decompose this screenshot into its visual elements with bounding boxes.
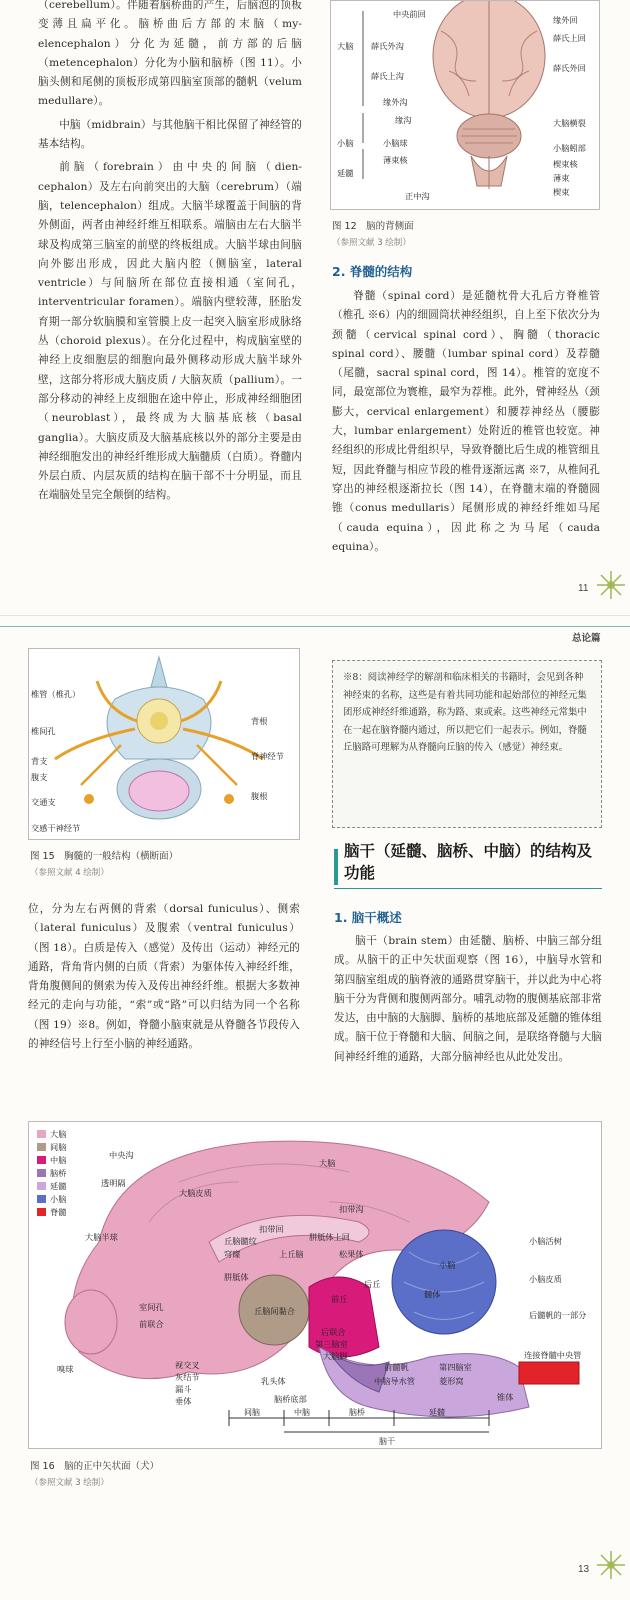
- paragraph-spinal-cord: 脊髓（spinal cord）是延髓枕骨大孔后方脊椎管（椎孔 ※6）内的细圆筒状神经组织，自上至下依次分为颈髓（cervical spinal cord）、胸髓（thoracic spinal cord）、腰髓（lumbar spinal cord）及荐髓（尾髓，sacral spinal cord，图 14）。椎管的宽度不同，最宽部位为寰椎，最窄为荐椎。此外，臂神经丛（颈膨大，cervical enlargement）和腰荐神经丛（腰膨大，lumbar enlargement）处附近的椎管也较宽。神经组织的形成比骨组织早，导致脊髓比后生成的椎管细且短，因此脊髓与相应节段的椎骨逐渐远离 ※7，从椎间孔穿出的神经根逐渐拉长（图 14），在脊髓末端的脊髓圆锥（conus medullaris）尾侧形成的神经纤维如马尾（cauda equina），因此称之为马尾（cauda equina）。: [332, 290, 600, 553]
- legend-swatch: [37, 1208, 46, 1216]
- fig15-label: 椎间孔: [31, 726, 56, 736]
- top-page: [0, 0, 630, 615]
- paragraph-hindbrain: （cerebellum）。伴随着脑桥曲的产生，后脑泡的顶板变薄且扁平化。脑桥曲后方部的末脑（myelencephalon）分化为延髓，前方部的后脑（metencephalon）分化为小脑和脑桥（图 11）。小脑头侧和尾侧的顶板形成第四脑室顶部的髓帆（velum medullare）。: [38, 0, 302, 108]
- fig15-label: 交通支: [31, 797, 56, 807]
- page-number-11: 11: [578, 583, 589, 594]
- paragraph-funiculus: 位，分为左右两侧的背索（dorsal funiculus）、侧索（lateral funiculus）及腹索（ventral funiculus）（图 18）。白质是传入（感觉）及传出（运动）神经元的通路，背角背内侧的白质（背索）为躯体传入神经纤维，背角腹侧间的侧索为传入及传出神经纤维。根据大多数神经元的走向与功能，“索”或“路”可以归结为同一个名称（图 19）※8。例如，脊髓小脑束就是从脊髓各节段传入的神经信号上行至小脑的神经通路。: [28, 903, 300, 1051]
- fig16-label: 丘脑间黏合: [254, 1306, 295, 1316]
- fig12-label: 楔束: [553, 187, 570, 197]
- fig16-label: 脑桥底部: [274, 1394, 307, 1404]
- fig16-label: 松果体: [339, 1249, 364, 1259]
- fig16-label: 前丘: [331, 1294, 348, 1304]
- legend-swatch: [37, 1130, 46, 1138]
- fig16-label: 小脑: [439, 1260, 456, 1270]
- legend-label: 大脑: [50, 1129, 67, 1139]
- fig12-label: 楔束核: [553, 159, 578, 169]
- fig12-label: 小脑球: [383, 138, 408, 148]
- fig12-label: 薛氏外沟: [371, 41, 404, 51]
- top-right-column: [332, 287, 600, 557]
- fig12-label: 中央前回: [393, 9, 426, 19]
- fig16-label: 第三脑室: [315, 1339, 348, 1349]
- fig12-label: 延髓: [337, 168, 354, 178]
- top-left-column: [38, 0, 302, 506]
- fig12-label: 缘沟: [395, 115, 412, 125]
- bottom-page: [0, 615, 630, 1600]
- fig16-label: 穹窿: [224, 1249, 241, 1259]
- fig16-label: 胼胝体: [224, 1272, 249, 1282]
- fig16-label: 前髓帆: [384, 1362, 409, 1372]
- figure-16-source: （参照文献 3 绘制）: [30, 1478, 109, 1488]
- fig12-label: 小脑蚓部: [553, 143, 586, 153]
- fig16-label: 视交叉: [175, 1360, 200, 1370]
- fig16-label: 灰结节: [175, 1372, 200, 1382]
- heading-accent-bar: [334, 849, 338, 885]
- figure-12-labels-right: [553, 15, 586, 197]
- fig16-label: 中脑导水管: [374, 1376, 415, 1386]
- fig12-label: 小脑: [337, 138, 354, 148]
- header-rule: [0, 626, 630, 627]
- fig15-label: 背支: [31, 756, 48, 766]
- fig16-label: 大脑: [319, 1158, 336, 1168]
- legend-label: 间脑: [50, 1142, 67, 1152]
- fig16-label: 上丘脑: [279, 1249, 304, 1259]
- fig15-label: 椎管（椎孔）: [31, 689, 81, 699]
- fig16-label: 中央沟: [109, 1150, 134, 1160]
- legend-swatch: [37, 1195, 46, 1203]
- page-number-13: 13: [578, 1564, 590, 1575]
- section-heading-spinal-cord: 2. 脊髓的结构: [332, 264, 413, 279]
- heading-underline: [334, 888, 602, 889]
- fig16-label: 扣带沟: [339, 1204, 364, 1214]
- bottom-right-column: [334, 932, 602, 1067]
- fig16-label: 连接脊髓中央管: [524, 1350, 582, 1360]
- fig16-label: 小脑皮质: [529, 1274, 562, 1284]
- fig15-label: 脊神经节: [251, 751, 284, 761]
- fig16-label: 胼胝体上回: [309, 1232, 350, 1242]
- figure-12-drawing: [331, 1, 601, 211]
- chapter-heading: 脑干（延髓、脑桥、中脑）的结构及功能: [344, 842, 593, 882]
- figure-12-caption: 图 12 脑的背侧面: [332, 221, 414, 232]
- figure-15-source: （参照文献 4 绘制）: [30, 868, 109, 878]
- fig16-table-label: 延髓: [429, 1408, 445, 1417]
- legend-label: 延髓: [50, 1181, 67, 1191]
- figure-16-legend: [37, 1129, 66, 1217]
- fig16-label: 髓体: [424, 1289, 441, 1299]
- fig16-label: 丘脑髓纹: [224, 1236, 257, 1246]
- fig12-label: 薛氏上沟: [371, 71, 404, 81]
- fig12-label: 薄束: [553, 173, 570, 183]
- figure-16: [28, 1121, 602, 1449]
- figure-15-drawing: [29, 649, 301, 841]
- figure-12-source: （参照文献 3 绘制）: [332, 238, 411, 248]
- figure-12: [330, 0, 600, 210]
- fig16-label: 小脑活树: [529, 1236, 562, 1246]
- fig16-label: 扣带回: [259, 1224, 284, 1234]
- fig16-label: 锥体: [497, 1392, 514, 1402]
- fig12-label: 薄束核: [383, 155, 408, 165]
- fig16-label: 乳头体: [261, 1376, 286, 1386]
- fig12-label: 缘外沟: [383, 97, 408, 107]
- legend-label: 中脑: [50, 1155, 67, 1165]
- legend-label: 脊髓: [50, 1207, 67, 1217]
- fig16-label: 前联合: [139, 1319, 164, 1329]
- flower-ornament-icon: [594, 1548, 628, 1582]
- figure-12-labels-left: [337, 9, 430, 201]
- section-tag: 总论篇: [572, 633, 601, 644]
- fig12-label: 大脑: [337, 41, 354, 51]
- figure-15: [28, 648, 300, 840]
- fig16-label: 大脑皮质: [179, 1188, 212, 1198]
- fig12-label: 正中沟: [405, 191, 430, 201]
- figure-16-drawing: [29, 1122, 603, 1450]
- legend-swatch: [37, 1156, 46, 1164]
- paragraph-midbrain: 中脑（midbrain）与其他脑干相比保留了神经管的基本结构。: [38, 118, 302, 151]
- legend-swatch: [37, 1169, 46, 1177]
- fig16-label: 垂体: [175, 1396, 192, 1406]
- fig12-label: 薛氏上回: [553, 33, 586, 43]
- figure-16-caption: 图 16 脑的正中矢状面（犬）: [30, 1461, 160, 1472]
- fig16-label: 室间孔: [139, 1302, 164, 1312]
- fig15-label: 交感干神经节: [31, 823, 81, 833]
- legend-swatch: [37, 1143, 46, 1151]
- fig16-label: 菱形窝: [439, 1376, 464, 1386]
- fig16-table-label: 间脑: [244, 1408, 260, 1417]
- fig16-label: 大脑脚: [323, 1351, 348, 1361]
- footnote-box: [332, 660, 602, 828]
- fig15-label: 腹支: [31, 772, 48, 782]
- fig16-table-label: 脑干: [379, 1437, 395, 1446]
- fig16-label: 第四脑室: [439, 1362, 472, 1372]
- fig16-label: 漏斗: [175, 1384, 192, 1394]
- fig12-label: 薛氏外回: [553, 63, 586, 73]
- fig16-label: 嗅球: [57, 1364, 74, 1374]
- fig16-label: 后髓帆的一部分: [529, 1310, 587, 1320]
- fig16-table-label: 中脑: [294, 1408, 310, 1417]
- figure-15-caption: 图 15 胸髓的一般结构（横断面）: [30, 851, 179, 862]
- fig16-label: 后联合: [321, 1327, 346, 1337]
- fig16-label: 大脑半球: [85, 1232, 118, 1242]
- fig15-label: 腹根: [251, 791, 268, 801]
- fig16-table-label: 脑桥: [349, 1408, 365, 1417]
- fig12-label: 大脑横裂: [553, 118, 586, 128]
- flower-ornament-icon: [594, 568, 628, 602]
- fig15-label: 背根: [251, 716, 268, 726]
- fig16-label: 后丘: [364, 1279, 381, 1289]
- section-heading-brainstem: 1. 脑干概述: [334, 910, 402, 925]
- legend-label: 脑桥: [50, 1168, 67, 1178]
- legend-label: 小脑: [50, 1194, 67, 1204]
- legend-swatch: [37, 1182, 46, 1190]
- fig16-label: 透明隔: [101, 1178, 126, 1188]
- paragraph-forebrain: 前脑（forebrain）由中央的间脑（diencephalon）及左右向前突出的大脑（cerebrum）（端脑，telencephalon）组成。大脑半球覆盖于间脑的背外侧面，两者由神经纤维互相联系。端脑由左右大脑半球及构成第三脑室的前壁的终板组成。大脑半球由间脑向外膨出形成，因此大脑内腔（侧脑室，lateral ventricle）与间脑所在部位直接相通（室间孔，interventricular foramen）。端脑内壁较薄，胚胎发育期一部分软脑膜和室管膜上皮一起突入脑室形成脉络丛（choroid plexus）。在分化过程中，构成脑室壁的神经上皮细胞层的细胞向最外侧移动形成大脑半球外壁，这部分将形成大脑皮质 / 大脑灰质（pallium）。一部分移动的神经上皮细胞在途中停止，形成神经细胞团（neuroblast），最终成为大脑基底核（basal ganglia）。大脑皮质及大脑基底核以外的部分主要是由神经细胞发出的神经纤维形成大脑髓质（白质）。脊髓内外层白质、内层灰质的结构在脑干部不十分明显，而且在端脑处呈完全颠倒的结构。: [38, 161, 302, 502]
- bottom-left-column: [28, 900, 300, 1054]
- paragraph-brainstem: 脑干（brain stem）由延髓、脑桥、中脑三部分组成。从脑干的正中矢状面观察（图 16），中脑导水管和第四脑室组成的脑脊液的通路贯穿脑干，并以此为中心将脑干分为背侧和腹侧两部分。哺乳动物的腹侧基底部非常发达，由中脑的大脑脚、脑桥的基地底部及延髓的锥体组成。脑干位于脊髓和大脑、间脑之间，是联络脊髓与大脑间神经纤维的通路，大部分脑神经也从此处发出。: [334, 935, 602, 1063]
- fig12-label: 缘外回: [553, 15, 578, 25]
- footnote-text: ※8：阅读神经学的解剖和临床相关的书籍时，会见到各种神经束的名称，这些是有着共同功能和起始部位的神经元集团形成神经纤维通路，称为路、束或索。这些神经元常集中在一起在脑脊髓内通过，所以把它们一起表示。例如，脊髓丘脑路可理解为从脊髓向丘脑的传入（感觉）神经束。: [343, 672, 587, 753]
